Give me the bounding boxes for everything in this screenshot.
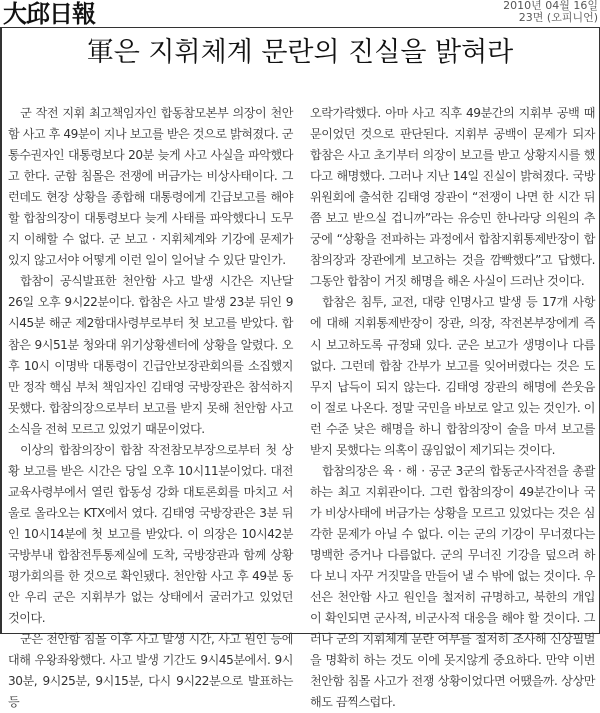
paragraph: 합참이 공식발표한 천안함 사고 발생 시간은 지난달 26일 오후 9시22분이다. 합참은 사고 발생 23분 뒤인 9시45분 해군 제2함대사령부로부터 첫 보고를 받았다. 합참은 9시51분 청와대 위기상황센터에 상황을 알렸다. 오후 10시 이명박 대통령이 긴급안보장관회의를 소집했지만 정작 핵심 부처 책임자인 김태영 국방장관은 참석하지 못했다. 합참의장으로부터 보고를 받지 못해 천안함 사고 소식을 전혀 모르고 있었기 때문이었다. bbox=[8, 274, 293, 436]
paragraph: 이상의 합참의장이 합참 작전참모부장으로부터 첫 상황 보고를 받은 시간은 당일 오후 10시11분이었다. 대전 교육사령부에서 열린 합동성 강화 대토론회를 마치고 서울로 올라오는 KTX에서 였다. 김태영 국방장관은 3분 뒤인 10시14분에 첫 보고를 받았다. 이 의장은 10시42분 국방부내 합참전투통제실에 도착, 국방장관과 함께 상황평가회의를 한 것으로 확인됐다. 천안함 사고 후 49분 동안 우리 군은 지휘부가 없는 상태에서 굴러가고 있었던 것이다. bbox=[8, 442, 293, 626]
page-section: 23면 (오피니언) bbox=[518, 11, 598, 24]
paragraph: 오락가락했다. 아마 사고 직후 49분간의 지휘부 공백 때문이었던 것으로 판단된다. 지휘부 공백이 문제가 되자 합참은 사고 초기부터 의장이 보고를 받고 상황지시를 했다고 해명했다. 그러나 지난 14일 진실이 밝혀졌다. 국방위원회에 출석한 김태영 장관이 “전쟁이 나면 한 시간 뒤쯤 보고 받으실 겁니까”라는 유승민 한나라당 의원의 추궁에 “상황을 전파하는 과정에서 합참지휘통제반장이 합참의장과 장관에게 보고하는 것을 깜빡했다”고 답했다. 그동안 합참이 거짓 해명을 해온 사실이 드러난 것이다. bbox=[310, 106, 595, 289]
article-column-right bbox=[310, 103, 595, 713]
dateline bbox=[503, 0, 598, 24]
paragraph: 군 작전 지휘 최고책임자인 합동참모본부 의장이 천안함 사고 후 49분이 지나 보고를 받은 것으로 밝혀졌다. 군 통수권자인 대통령보다 20분 늦게 사고 사실을 파악했다고 한다. 군함 침몰은 전쟁에 버금가는 비상사태이다. 그런데도 현장 상황을 종합해 대통령에게 긴급보고를 해야 할 합참의장이 대통령보다 늦게 사태를 파악했다니 도무지 이해할 수 없다. 군 보고 · 지휘체계와 기강에 문제가 있지 않고서야 어떻게 이런 일이 일어날 수 있단 말인가. bbox=[8, 106, 293, 268]
article-column-left bbox=[8, 103, 293, 713]
masthead bbox=[0, 0, 600, 27]
paragraph: 합참의장은 육 · 해 · 공군 3군의 합동군사작전을 총괄하는 최고 지휘관이다. 그런 합참의장이 49분간이나 국가 비상사태에 버금가는 상황을 모르고 있었다는 것은 심각한 문제가 아닐 수 없다. 이는 군의 기강이 무너졌다는 명백한 증거나 다름없다. 군의 무너진 기강을 덮으려 하다 보니 자꾸 거짓말을 만들어 낼 수 밖에 없는 것이다. 우선은 천안함 사고 원인을 철저히 규명하고, 북한의 개입이 확인되면 군사적, 비군사적 대응을 해야 할 것이다. 그러나 군의 지휘체계 문란 여부를 철저히 조사해 신상필벌을 명확히 하는 것도 이에 못지않게 중요하다. 만약 이번 천안함 침몰 사고가 전쟁 상황이었다면 어땠을까. 상상만 해도 끔찍스럽다. bbox=[310, 463, 595, 710]
publication-date: 2010년 04월 16일 bbox=[503, 0, 598, 12]
paragraph: 군은 천안함 침몰 이후 사고 발생 시간, 사고 원인 등에 대해 우왕좌왕했다. 사고 발생 기간도 9시45분에서. 9시30분, 9시25분, 9시15분, 다시 9시22분으로 발표하는 등 bbox=[8, 632, 293, 710]
newspaper-logo: 大邱日報 bbox=[3, 0, 95, 28]
article-headline: 軍은 지휘체계 문란의 진실을 밝혀라 bbox=[86, 37, 514, 68]
paragraph: 합참은 침투, 교전, 대량 인명사고 발생 등 17개 사항에 대해 지휘통제반장이 장관, 의장, 작전본부장에게 즉시 보고하도록 규정돼 있다. 군은 보고가 생명이나 다름없다. 그런데 합참 간부가 보고를 잊어버렸다는 것은 도무지 납득이 되지 않는다. 김태영 장관의 해명에 쓴웃음이 절로 나온다. 정말 국민을 바보로 알고 있는 것인가. 이런 수준 낮은 해명을 하니 합참의장이 술을 마셔 보고를 받지 못했다는 의혹이 끊임없이 제기되는 것이다. bbox=[310, 295, 595, 457]
